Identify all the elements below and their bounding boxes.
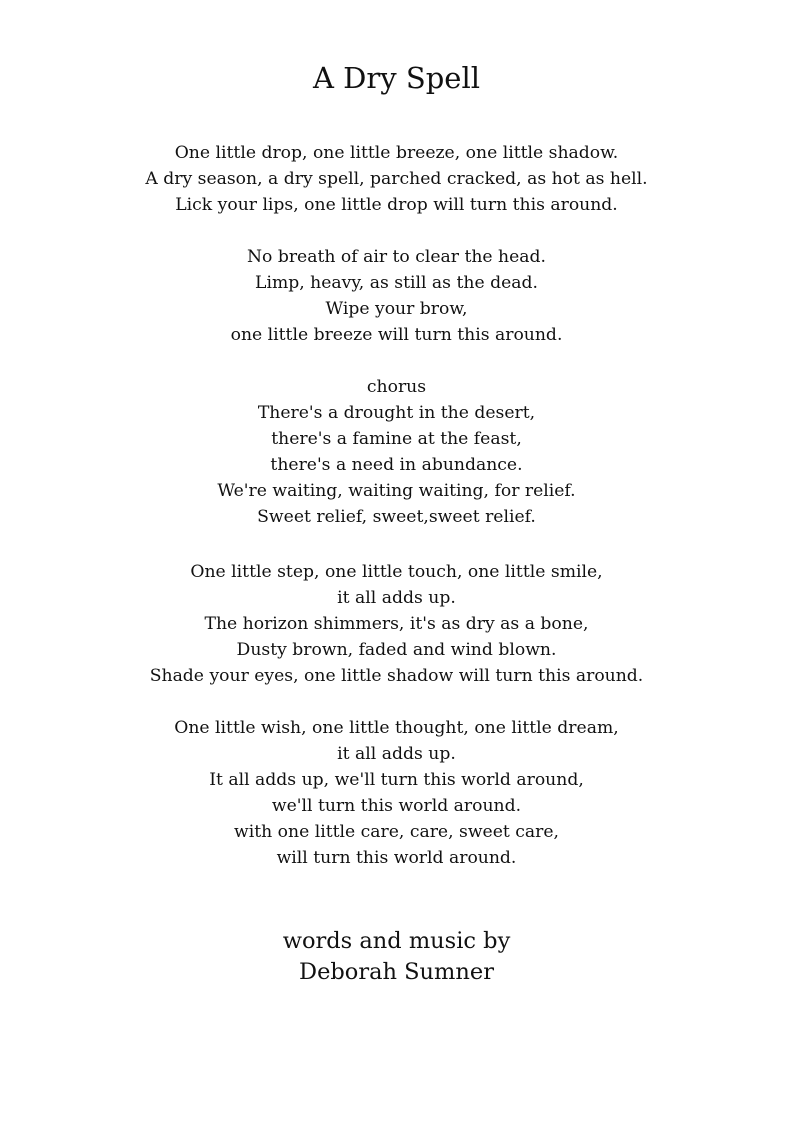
lyric-line: will turn this world around. [276,848,517,868]
chorus-label: chorus [366,377,427,397]
credits [0,926,793,988]
lyric-line: there's a famine at the feast, [271,429,522,449]
page-title: A Dry Spell [312,61,481,95]
lyric-line: It all adds up, we'll turn this world around, [209,770,584,790]
lyric-line: A dry season, a dry spell, parched cracked, as hot as hell. [145,169,648,189]
lyric-line: it all adds up. [337,588,456,608]
lyric-line: No breath of air to clear the head. [246,247,547,267]
author-name: Deborah Sumner [299,959,494,985]
lyric-line: with one little care, care, sweet care, [234,822,559,842]
lyric-line: one little breeze will turn this around. [230,325,563,345]
lyric-line: There's a drought in the desert, [257,403,536,423]
stanza-5 [0,715,793,871]
lyric-line: One little drop, one little breeze, one little shadow. [174,143,619,163]
stanza-1 [0,140,793,218]
lyric-line: Limp, heavy, as still as the dead. [255,273,538,293]
lyric-line: it all adds up. [337,744,456,764]
lyric-line: we'll turn this world around. [271,796,522,816]
stanza-2 [0,244,793,348]
lyric-line: there's a need in abundance. [270,455,523,475]
lyric-line: Sweet relief, sweet,sweet relief. [257,507,536,527]
lyric-line: One little step, one little touch, one little smile, [190,562,603,582]
lyric-line: Lick your lips, one little drop will turn this around. [175,195,618,215]
lyric-line: Wipe your brow, [325,299,468,319]
lyric-line: Dusty brown, faded and wind blown. [236,640,557,660]
stanza-4 [0,559,793,689]
lyric-line: Shade your eyes, one little shadow will turn this around. [149,666,644,686]
lyric-line: The horizon shimmers, it's as dry as a bone, [204,614,589,634]
lyric-line: One little wish, one little thought, one little dream, [174,718,619,738]
lyric-line: We're waiting, waiting waiting, for relief. [217,481,576,501]
stanza-chorus [0,374,793,530]
credits-label: words and music by [282,928,511,954]
